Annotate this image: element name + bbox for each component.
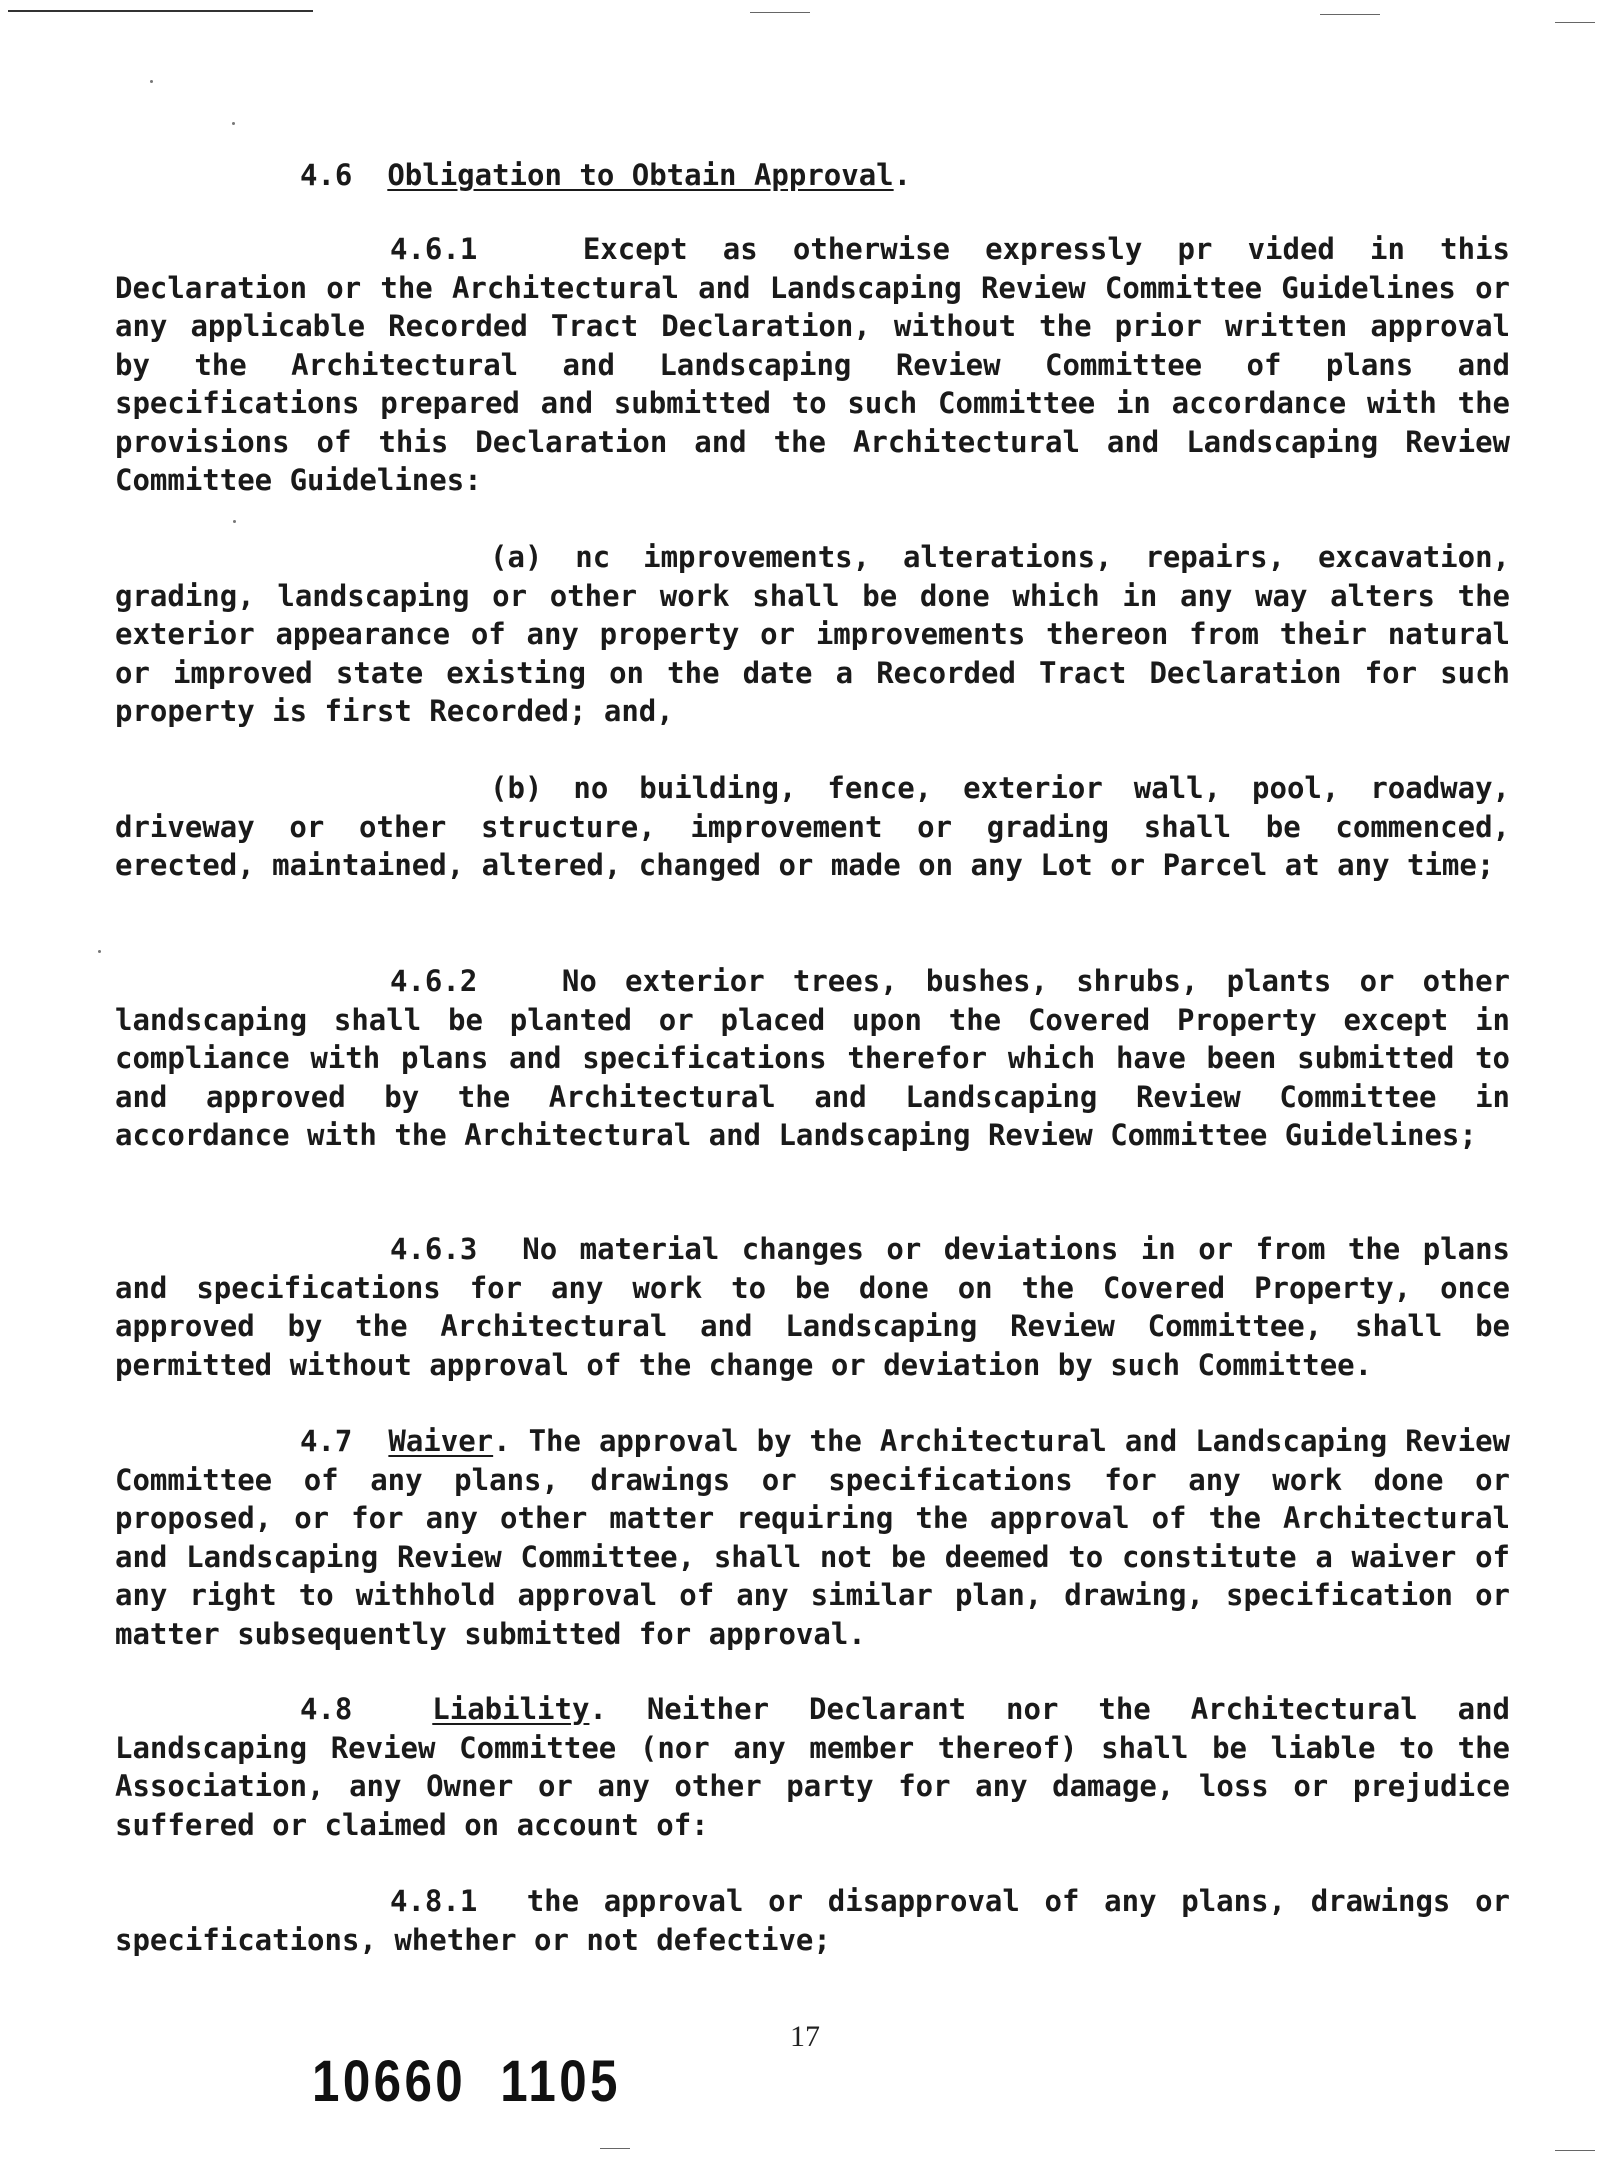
paragraph-text: the approval or disapproval of any plans, drawings or specifications, whether or not defective; [115, 1884, 1510, 1957]
paragraph-4-7 [115, 1422, 1510, 1653]
section-title: Obligation to Obtain Approval [387, 158, 894, 192]
paragraph-item-a [115, 538, 1510, 731]
scan-top-mark [1555, 22, 1595, 23]
paragraph-4-8-1 [115, 1882, 1510, 1959]
section-4-6-heading [300, 158, 911, 192]
page-number: 17 [790, 2020, 820, 2053]
recording-stamp: 10660 1105 [312, 2049, 621, 2114]
section-number: 4.7 [300, 1424, 353, 1458]
section-title: Liability [432, 1692, 590, 1726]
paragraph-text: No material changes or deviations in or from the plans and specifications for any work to be done on the Covered Property, once approved by the Architectural and Landscaping Review Committee, shall be permitted without approval of the change or deviation by such Committee. [115, 1232, 1511, 1382]
section-number: 4.8 [300, 1692, 353, 1726]
paragraph-text: . The approval by the Architectural and Landscaping Review Committee of any plans, drawings or specifications for any work done or proposed, or for any other matter requiring the approval of the Architectural and Landscaping Review Committee, shall not be deemed to constitute a waiver of any right to withhold approval of any similar plan, drawing, specification or matter subsequently submitted for approval. [115, 1424, 1511, 1651]
paragraph-4-6-2 [115, 962, 1510, 1155]
paragraph-number: 4.6.2 [390, 964, 478, 998]
paragraph-text: Except as otherwise expressly pr vided in this Declaration or the Architectural and Landscaping Review Committee Guidelines or any applicable Recorded Tract Declaration, without the prior written approval by the Architectural and Landscaping Review Committee of plans and specifications prepared and submitted to such Committee in accordance with the provisions of this Declaration and the Architectural and Landscaping Review Committee Guidelines: [115, 232, 1510, 497]
paragraph-4-8 [115, 1690, 1510, 1844]
paragraph-number: 4.6.3 [390, 1232, 478, 1266]
section-number: 4.6 [300, 158, 353, 192]
scan-speck [150, 80, 153, 83]
paragraph-4-6-1 [115, 230, 1510, 500]
paragraph-number: 4.8.1 [390, 1884, 478, 1918]
scan-speck [233, 520, 236, 523]
item-text: no building, fence, exterior wall, pool, roadway, driveway or other structure, improvement or grading shall be commenced, erected, maintained, altered, changed or made on any Lot or Parcel at any time; [115, 771, 1510, 882]
item-text: nc improvements, alterations, repairs, excavation, grading, landscaping or other work shall be done which in any way alters the exterior appearance of any property or improvements thereon from their natural or improved state existing on the date a Recorded Tract Declaration for such property is first Recorded; and, [115, 540, 1510, 728]
scan-bottom-mark [600, 2148, 630, 2149]
scan-speck [232, 122, 235, 125]
scan-speck [98, 950, 101, 953]
item-label: (a) [490, 540, 543, 574]
scan-top-rule [8, 10, 313, 12]
scan-bottom-mark [1555, 2150, 1595, 2151]
paragraph-text: . Neither Declarant nor the Architectural and Landscaping Review Committee (nor any member thereof) shall be liable to the Association, any Owner or any other party for any damage, loss or prejudice suffered or claimed on account of: [115, 1692, 1510, 1842]
scan-top-mark [750, 12, 810, 13]
paragraph-item-b [115, 769, 1510, 885]
paragraph-4-6-3 [115, 1230, 1510, 1384]
scan-top-mark [1320, 14, 1380, 15]
item-label: (b) [490, 771, 543, 805]
paragraph-text: No exterior trees, bushes, shrubs, plants or other landscaping shall be planted or placed upon the Covered Property except in compliance with plans and specifications therefor which have been submitted to and approved by the Architectural and Landscaping Review Committee in accordance with the Architectural and Landscaping Review Committee Guidelines; [115, 964, 1510, 1152]
section-title-trail: . [893, 158, 912, 192]
section-title: Waiver [388, 1424, 494, 1458]
paragraph-number: 4.6.1 [390, 232, 478, 266]
